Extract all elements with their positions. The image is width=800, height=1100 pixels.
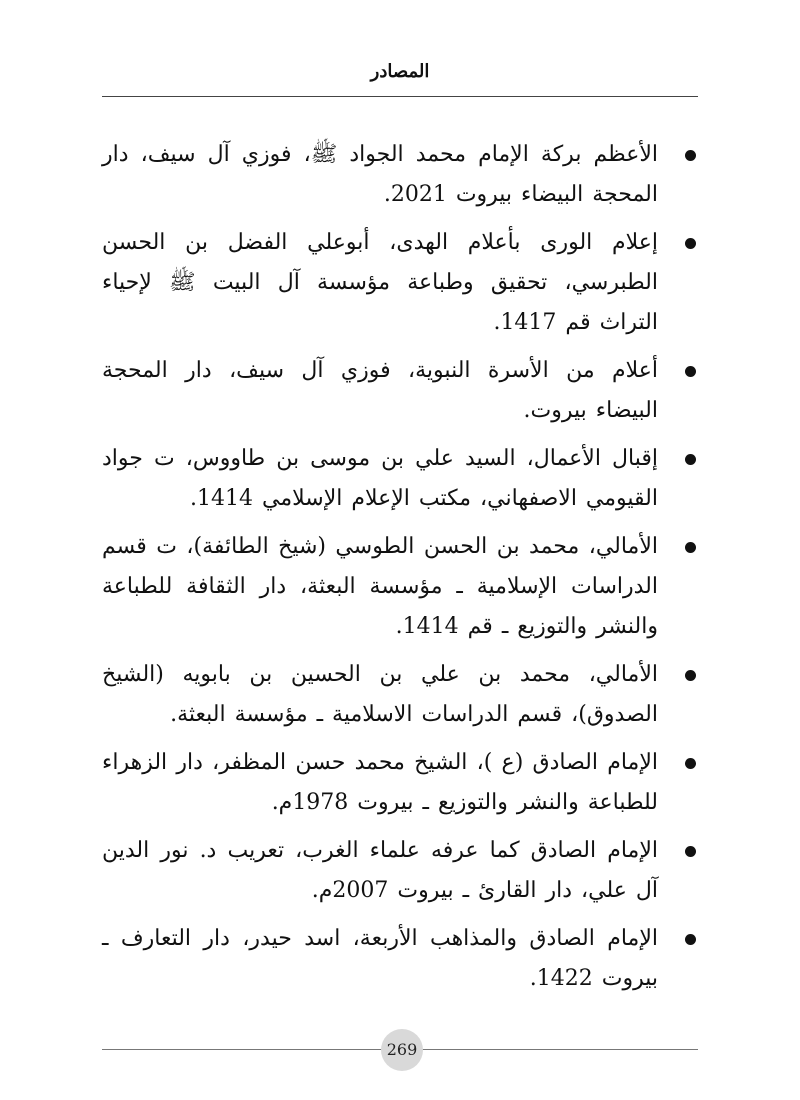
- reference-item: [102, 223, 698, 343]
- reference-text: الأعظم بركة الإمام محمد الجواد ﷺ، فوزي آل سيف، دار المحجة البيضاء بيروت 2021.: [102, 142, 658, 207]
- reference-text: إعلام الورى بأعلام الهدى، أبوعلي الفضل بن الحسن الطبرسي، تحقيق وطباعة مؤسسة آل البيت ﷺ لإحياء التراث قم 1417.: [102, 230, 658, 335]
- footer-divider-right: [420, 1049, 698, 1050]
- page-number: 269: [381, 1029, 423, 1071]
- reference-item: [102, 831, 698, 911]
- bullet-icon: [685, 150, 696, 161]
- bullet-icon: [685, 542, 696, 553]
- reference-text: إقبال الأعمال، السيد علي بن موسى بن طاووس، ت جواد القيومي الاصفهاني، مكتب الإعلام الإسلامي 1414.: [102, 446, 658, 511]
- reference-item: [102, 919, 698, 999]
- reference-item: [102, 655, 698, 735]
- reference-text: الإمام الصادق كما عرفه علماء الغرب، تعريب د. نور الدين آل علي، دار القارئ ـ بيروت 2007م.: [102, 838, 658, 903]
- bullet-icon: [685, 454, 696, 465]
- reference-text: الأمالي، محمد بن الحسن الطوسي (شيخ الطائفة)، ت قسم الدراسات الإسلامية ـ مؤسسة البعثة، دار الثقافة للطباعة والنشر والتوزيع ـ قم 1414.: [102, 534, 658, 639]
- header-divider: [102, 96, 698, 97]
- page-header-title: المصادر: [370, 61, 430, 82]
- reference-item: [102, 351, 698, 431]
- bullet-icon: [685, 366, 696, 377]
- references-list: [102, 135, 698, 1007]
- reference-item: [102, 135, 698, 215]
- reference-text: الأمالي، محمد بن علي بن الحسين بن بابويه (الشيخ الصدوق)، قسم الدراسات الاسلامية ـ مؤسسة البعثة.: [102, 662, 658, 727]
- reference-item: [102, 527, 698, 647]
- reference-text: أعلام من الأسرة النبوية، فوزي آل سيف، دار المحجة البيضاء بيروت.: [102, 358, 658, 423]
- bullet-icon: [685, 934, 696, 945]
- reference-item: [102, 439, 698, 519]
- footer-divider-left: [102, 1049, 382, 1050]
- bullet-icon: [685, 670, 696, 681]
- bullet-icon: [685, 846, 696, 857]
- reference-text: الإمام الصادق (ع )، الشيخ محمد حسن المظفر، دار الزهراء للطباعة والنشر والتوزيع ـ بيروت 1978م.: [102, 750, 658, 815]
- reference-item: [102, 743, 698, 823]
- bullet-icon: [685, 238, 696, 249]
- bullet-icon: [685, 758, 696, 769]
- reference-text: الإمام الصادق والمذاهب الأربعة، اسد حيدر، دار التعارف ـ بيروت 1422.: [102, 926, 658, 991]
